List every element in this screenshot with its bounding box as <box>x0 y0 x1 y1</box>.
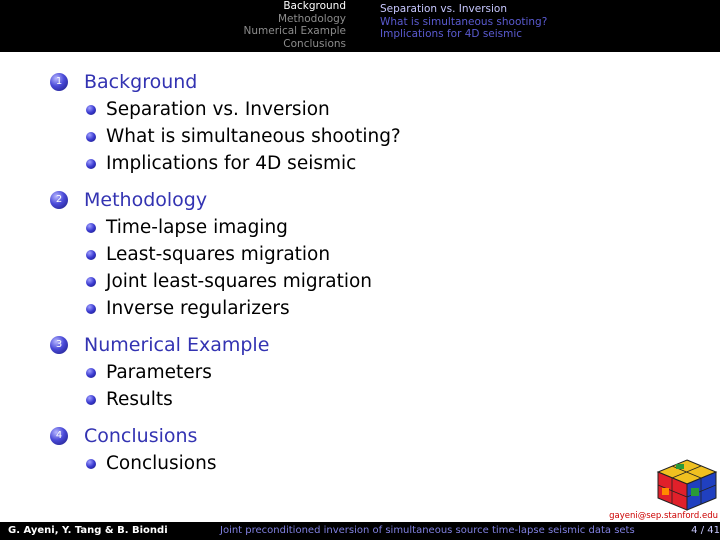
section-title[interactable]: Methodology <box>84 189 208 211</box>
section-heading <box>50 424 650 448</box>
outline <box>50 70 650 488</box>
section-heading <box>50 333 650 357</box>
nav-subsection-implications[interactable]: Implications for 4D seismic <box>380 28 523 40</box>
list-item <box>86 96 650 123</box>
outline-section-methodology <box>50 188 650 322</box>
section-title[interactable]: Conclusions <box>84 425 198 447</box>
list-item <box>86 123 650 150</box>
list-item <box>86 268 650 295</box>
cube-tile-green <box>691 488 699 496</box>
list-item-label[interactable]: Time-lapse imaging <box>106 217 288 238</box>
nav-subsection-separation[interactable]: Separation vs. Inversion <box>380 3 507 15</box>
section-items <box>50 96 650 177</box>
bullet-icon <box>86 159 96 169</box>
footer-authors: G. Ayeni, Y. Tang & B. Biondi <box>0 522 212 540</box>
list-item <box>86 386 650 413</box>
section-items <box>50 450 650 477</box>
nav-section-background[interactable]: Background <box>283 0 346 12</box>
list-item <box>86 295 650 322</box>
list-item <box>86 241 650 268</box>
list-item <box>86 359 650 386</box>
sep-cube-logo <box>656 458 718 512</box>
section-title[interactable]: Background <box>84 71 198 93</box>
list-item-label[interactable]: What is simultaneous shooting? <box>106 126 401 147</box>
bullet-icon <box>86 223 96 233</box>
section-items <box>50 214 650 322</box>
outline-section-background <box>50 70 650 177</box>
nav-section-conclusions[interactable]: Conclusions <box>283 37 346 50</box>
list-item-label[interactable]: Separation vs. Inversion <box>106 99 330 120</box>
section-title[interactable]: Numerical Example <box>84 334 270 356</box>
page-number: 4 / 41 <box>691 525 720 536</box>
bullet-icon <box>86 277 96 287</box>
bullet-icon <box>86 105 96 115</box>
nav-section-numerical-example[interactable]: Numerical Example <box>243 25 346 37</box>
cube-tile-orange <box>662 488 669 495</box>
footer-title-bar <box>212 522 720 540</box>
list-item <box>86 450 650 477</box>
list-item <box>86 150 650 177</box>
section-number-ball: 4 <box>50 427 68 445</box>
section-heading <box>50 70 650 94</box>
list-item-label[interactable]: Results <box>106 389 173 410</box>
outline-section-conclusions <box>50 424 650 477</box>
list-item-label[interactable]: Inverse regularizers <box>106 298 290 319</box>
bullet-icon <box>86 395 96 405</box>
author-email[interactable]: gayeni@sep.stanford.edu <box>609 511 718 521</box>
list-item-label[interactable]: Implications for 4D seismic <box>106 153 357 174</box>
section-nav <box>244 0 346 50</box>
nav-section-methodology[interactable]: Methodology <box>277 12 346 25</box>
list-item-label[interactable]: Least-squares migration <box>106 244 331 265</box>
bullet-icon <box>86 368 96 378</box>
list-item-label[interactable]: Conclusions <box>106 453 217 474</box>
bullet-icon <box>86 132 96 142</box>
cube-tile-green-top <box>676 464 684 469</box>
outline-section-numerical-example <box>50 333 650 413</box>
bullet-icon <box>86 250 96 260</box>
section-number-ball: 1 <box>50 73 68 91</box>
footer <box>0 522 720 540</box>
bullet-icon <box>86 459 96 469</box>
list-item-label[interactable]: Joint least-squares migration <box>106 271 373 292</box>
bullet-icon <box>86 304 96 314</box>
section-items <box>50 359 650 413</box>
section-number-ball: 2 <box>50 191 68 209</box>
footer-title: Joint preconditioned inversion of simultaneous source time-lapse seismic data sets <box>220 525 635 536</box>
header-navigation <box>0 0 720 52</box>
section-heading <box>50 188 650 212</box>
list-item-label[interactable]: Parameters <box>106 362 212 383</box>
list-item <box>86 214 650 241</box>
nav-subsection-simultaneous-shooting[interactable]: What is simultaneous shooting? <box>380 15 548 28</box>
section-number-ball: 3 <box>50 336 68 354</box>
subsection-nav <box>380 3 547 41</box>
